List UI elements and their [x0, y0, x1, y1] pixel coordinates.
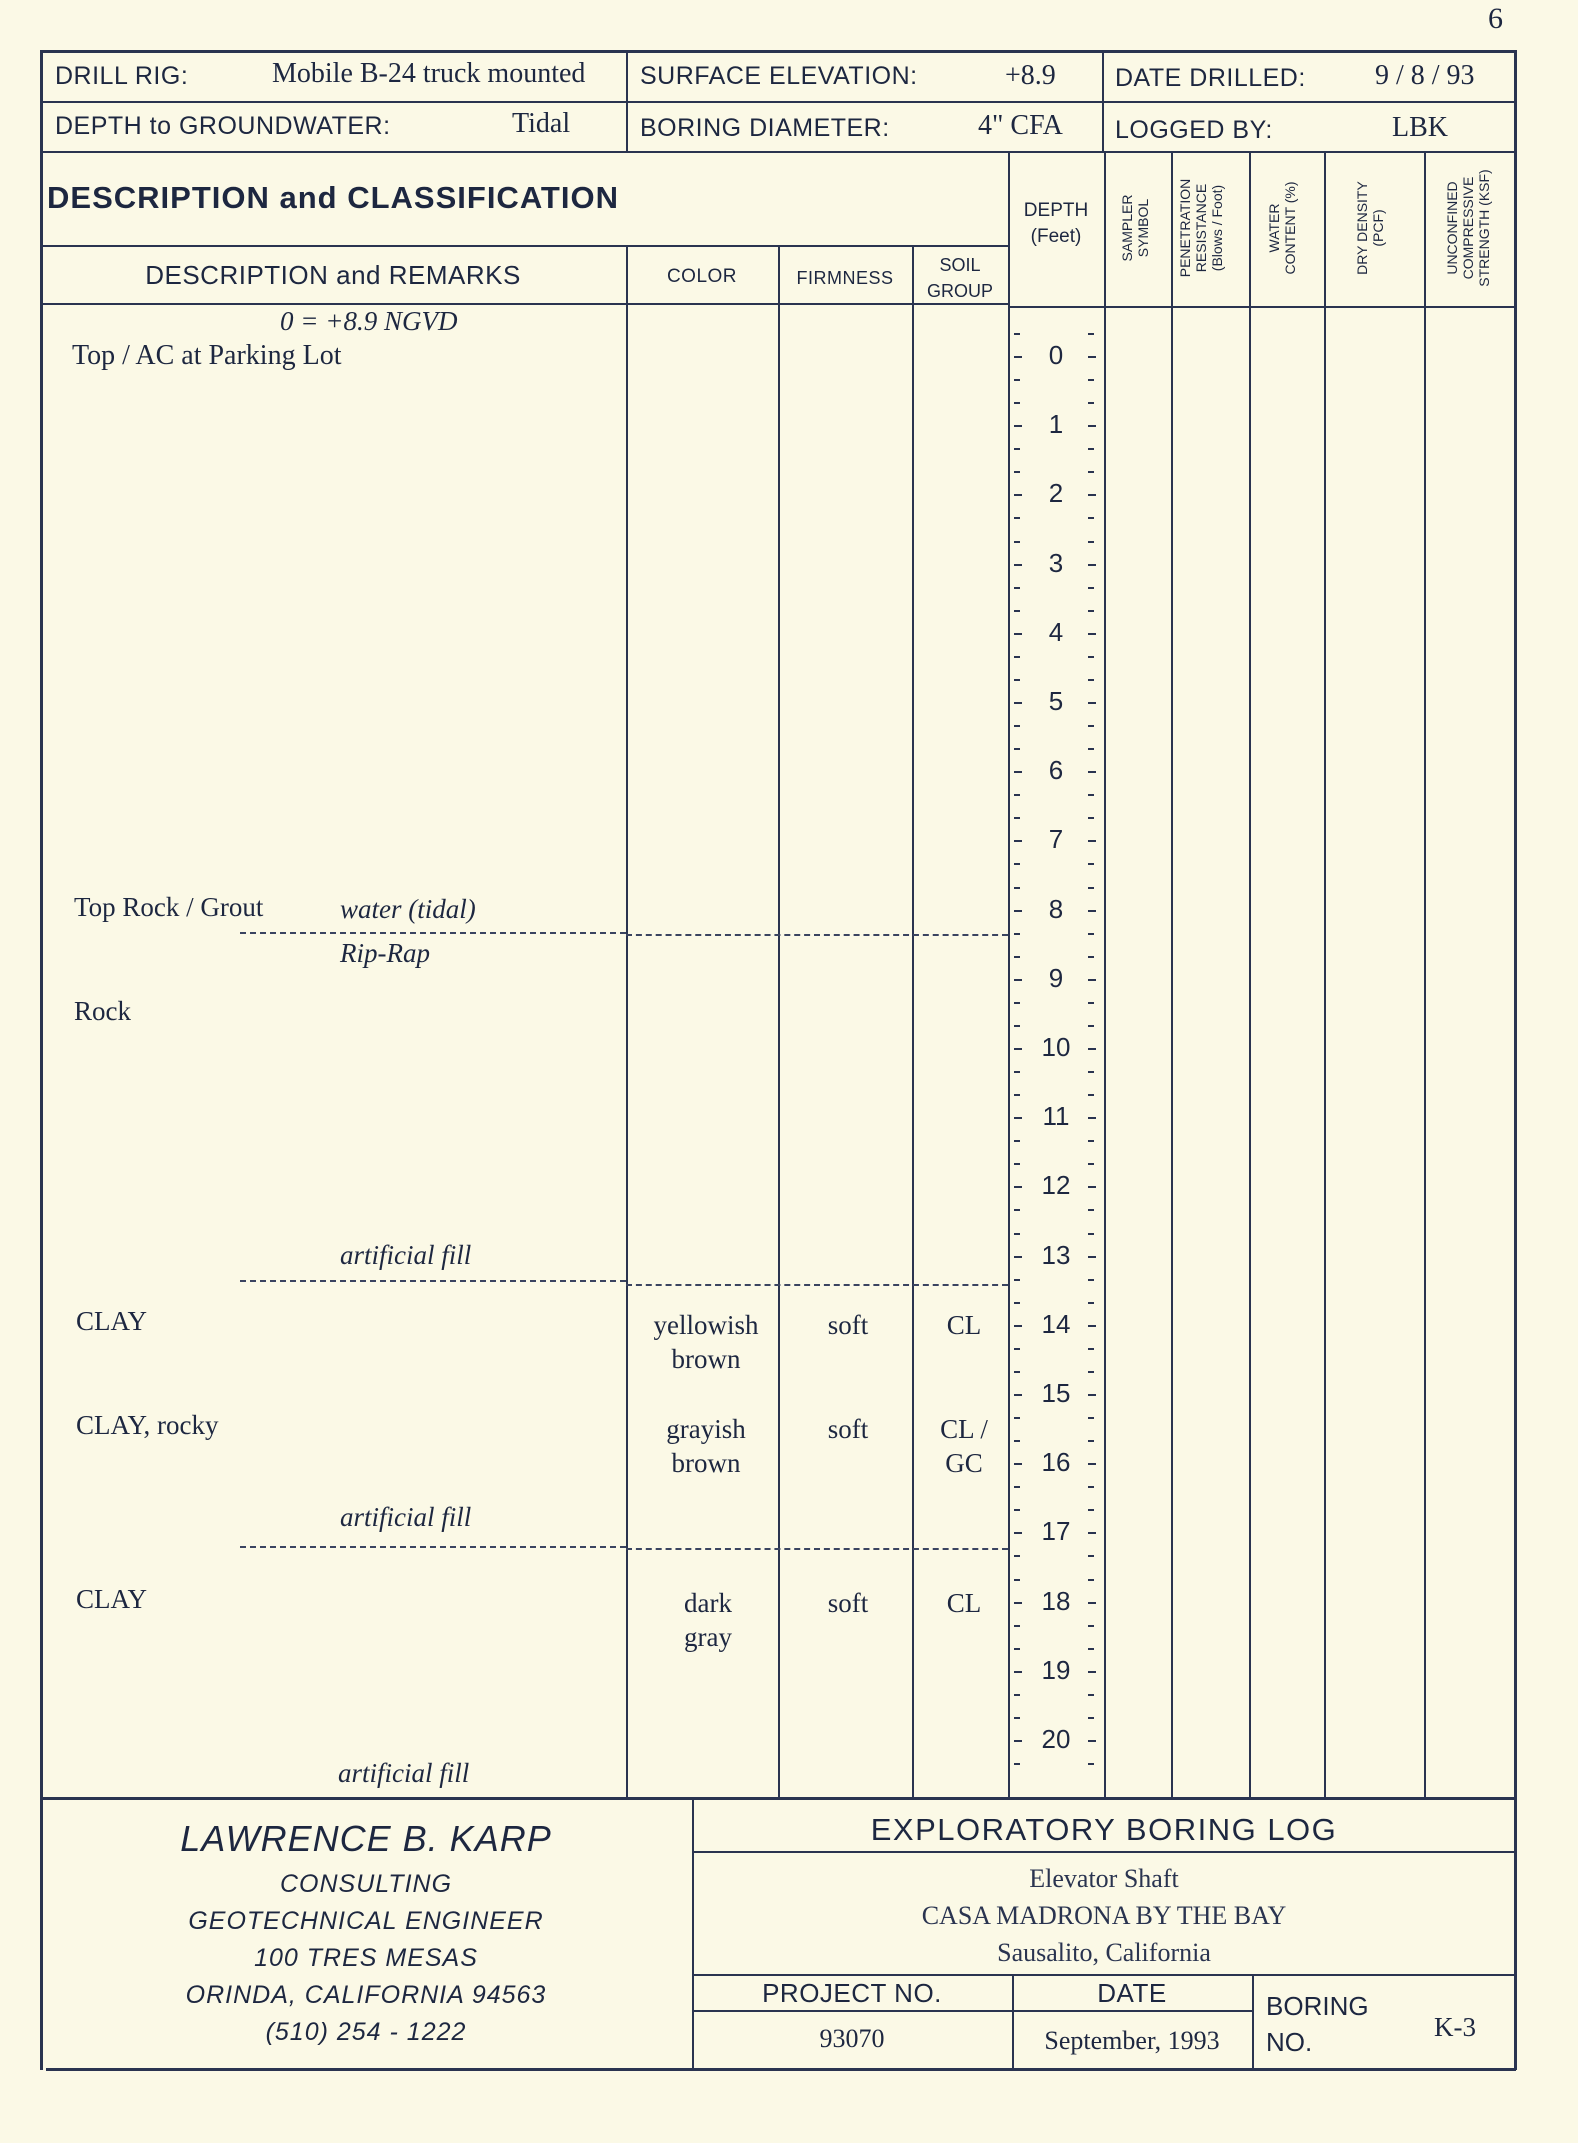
- clay-3-soil-group: CL: [946, 1588, 982, 1618]
- depth-tick-mark: [1088, 1463, 1096, 1465]
- project-no-value: 93070: [819, 2024, 885, 2053]
- column-header-sampler-symbol: SAMPLER SYMBOL: [1119, 194, 1151, 262]
- column-header-soil-group: SOIL GROUP: [926, 255, 993, 301]
- depth-minor-tick: [1088, 1417, 1094, 1419]
- depth-tick-label: 18: [1041, 1585, 1071, 1616]
- water-tidal-note: water (tidal): [340, 894, 476, 924]
- depth-tick-label: 12: [1041, 1170, 1071, 1201]
- clay-3-color: dark gray: [684, 1588, 732, 1652]
- depth-minor-tick: [1014, 1025, 1020, 1027]
- depth-minor-tick: [1014, 610, 1020, 612]
- depth-minor-tick: [1014, 587, 1020, 589]
- depth-tick-mark: [1088, 1532, 1096, 1534]
- column-header-color: COLOR: [666, 266, 738, 287]
- depth-minor-tick: [1088, 517, 1094, 519]
- depth-tick-mark: [1088, 494, 1096, 496]
- depth-minor-tick: [1014, 1209, 1020, 1211]
- column-header-depth: DEPTH (Feet): [1023, 200, 1089, 247]
- depth-minor-tick: [1014, 794, 1020, 796]
- datum-note: 0 = +8.9 NGVD: [280, 306, 458, 336]
- company-address-block: CONSULTING GEOTECHNICAL ENGINEER 100 TRES MESAS ORINDA, CALIFORNIA 94563 (510) 254 - 1222: [185, 1870, 547, 2046]
- depth-minor-tick: [1088, 1002, 1094, 1004]
- column-header-penetration-resistance: PENETRATION RESISTANCE (Blows / Foot): [1177, 178, 1225, 278]
- boring-no-value: K-3: [1434, 2012, 1476, 2042]
- depth-minor-tick: [1014, 1509, 1020, 1511]
- depth-minor-tick: [1014, 402, 1020, 404]
- fill-note-1: artificial fill: [340, 1240, 472, 1270]
- logged-by-label: LOGGED BY:: [1115, 116, 1273, 144]
- depth-minor-tick: [1088, 1371, 1094, 1373]
- depth-minor-tick: [1014, 471, 1020, 473]
- depth-minor-tick: [1088, 541, 1094, 543]
- layer-boundary-8ft: [240, 932, 626, 934]
- depth-minor-tick: [1014, 863, 1020, 865]
- column-header-water-content: WATER CONTENT (%): [1266, 181, 1298, 275]
- depth-minor-tick: [1088, 379, 1094, 381]
- depth-tick-mark: [1088, 1671, 1096, 1673]
- depth-minor-tick: [1014, 679, 1020, 681]
- depth-tick-label: 4: [1048, 616, 1064, 647]
- depth-minor-tick: [1088, 1025, 1094, 1027]
- depth-tick-mark: [1088, 979, 1096, 981]
- depth-minor-tick: [1014, 1371, 1020, 1373]
- depth-tick-label: 19: [1041, 1654, 1071, 1685]
- depth-minor-tick: [1014, 817, 1020, 819]
- depth-minor-tick: [1088, 679, 1094, 681]
- clay-1-firmness: soft: [827, 1310, 869, 1340]
- depth-tick-mark: [1014, 1394, 1022, 1396]
- drill-rig-label: DRILL RIG:: [55, 62, 189, 90]
- fill-note-2: artificial fill: [340, 1502, 472, 1532]
- depth-minor-tick: [1014, 1625, 1020, 1627]
- depth-tick-label: 13: [1041, 1239, 1071, 1270]
- depth-minor-tick: [1014, 1279, 1020, 1281]
- depth-minor-tick: [1088, 1555, 1094, 1557]
- depth-minor-tick: [1088, 1209, 1094, 1211]
- boring-diameter-value: 4" CFA: [978, 110, 1063, 141]
- depth-tick-mark: [1088, 1117, 1096, 1119]
- depth-minor-tick: [1088, 1625, 1094, 1627]
- clay-1-color: yellowish brown: [653, 1310, 759, 1374]
- depth-minor-tick: [1088, 1694, 1094, 1696]
- date-value: September, 1993: [1044, 2026, 1220, 2055]
- project-description: Elevator Shaft CASA MADRONA BY THE BAY Sausalito, California: [921, 1864, 1287, 1967]
- depth-tick-mark: [1088, 356, 1096, 358]
- depth-minor-tick: [1088, 1509, 1094, 1511]
- depth-tick-label: 9: [1048, 962, 1064, 993]
- depth-minor-tick: [1014, 933, 1020, 935]
- depth-tick-label: 10: [1041, 1032, 1071, 1062]
- depth-minor-tick: [1088, 610, 1094, 612]
- depth-tick-label: 5: [1048, 686, 1064, 716]
- depth-tick-mark: [1014, 1671, 1022, 1673]
- depth-minor-tick: [1088, 333, 1094, 335]
- depth-tick-label: 0: [1048, 340, 1064, 370]
- date-label: DATE: [1097, 1978, 1167, 2008]
- depth-minor-tick: [1014, 1140, 1020, 1142]
- depth-minor-tick: [1014, 1302, 1020, 1304]
- depth-minor-tick: [1014, 1071, 1020, 1073]
- depth-minor-tick: [1088, 402, 1094, 404]
- layer-rock: Rock: [74, 996, 131, 1026]
- depth-minor-tick: [1088, 1717, 1094, 1719]
- depth-tick-mark: [1088, 425, 1096, 427]
- depth-minor-tick: [1088, 1071, 1094, 1073]
- depth-minor-tick: [1014, 1579, 1020, 1581]
- depth-tick-mark: [1014, 979, 1022, 981]
- column-header-description: DESCRIPTION and REMARKS: [145, 260, 521, 290]
- depth-minor-tick: [1014, 1233, 1020, 1235]
- boring-diameter-label: BORING DIAMETER:: [640, 114, 890, 142]
- depth-minor-tick: [1088, 956, 1094, 958]
- clay-2-firmness: soft: [827, 1414, 869, 1444]
- depth-minor-tick: [1014, 333, 1020, 335]
- layer-boundary-13ft: [240, 1280, 626, 1282]
- page-number: 6: [1488, 2, 1503, 35]
- depth-minor-tick: [1088, 748, 1094, 750]
- depth-tick-mark: [1014, 840, 1022, 842]
- fill-note-3: artificial fill: [338, 1758, 470, 1788]
- depth-tick-mark: [1088, 910, 1096, 912]
- depth-minor-tick: [1014, 517, 1020, 519]
- date-drilled-label: DATE DRILLED:: [1115, 64, 1306, 92]
- depth-minor-tick: [1088, 933, 1094, 935]
- depth-tick-label: 3: [1048, 547, 1064, 578]
- depth-tick-mark: [1088, 1186, 1096, 1188]
- clay-2-soil-group: CL / GC: [940, 1414, 988, 1478]
- depth-tick-mark: [1014, 564, 1022, 566]
- boring-no-label: BORING NO.: [1266, 1991, 1369, 2057]
- clay-2-color: grayish brown: [666, 1414, 746, 1478]
- depth-tick-label: 7: [1048, 824, 1064, 855]
- depth-minor-tick: [1014, 1763, 1020, 1765]
- depth-tick-label: 16: [1041, 1447, 1071, 1478]
- column-header-dry-density: DRY DENSITY (PCF): [1354, 181, 1386, 275]
- depth-tick-mark: [1014, 1740, 1022, 1742]
- layer-boundary-8ft-right: [626, 934, 1008, 936]
- depth-minor-tick: [1088, 1579, 1094, 1581]
- depth-minor-tick: [1014, 1648, 1020, 1650]
- log-title: EXPLORATORY BORING LOG: [870, 1812, 1338, 1847]
- depth-tick-mark: [1014, 1048, 1022, 1050]
- depth-minor-tick: [1088, 887, 1094, 889]
- depth-tick-mark: [1014, 1256, 1022, 1258]
- depth-minor-tick: [1088, 817, 1094, 819]
- depth-tick-mark: [1088, 1602, 1096, 1604]
- layer-boundary-17ft: [240, 1546, 626, 1548]
- depth-tick-mark: [1088, 633, 1096, 635]
- depth-tick-mark: [1014, 1117, 1022, 1119]
- depth-tick-mark: [1014, 494, 1022, 496]
- depth-to-groundwater-label: DEPTH to GROUNDWATER:: [55, 112, 391, 140]
- depth-minor-tick: [1014, 1094, 1020, 1096]
- column-header-firmness: FIRMNESS: [796, 268, 894, 288]
- depth-minor-tick: [1014, 1486, 1020, 1488]
- rip-rap-note: Rip-Rap: [340, 938, 430, 968]
- layer-top-ac: Top / AC at Parking Lot: [72, 340, 342, 371]
- depth-tick-label: 1: [1048, 409, 1064, 440]
- depth-minor-tick: [1088, 1302, 1094, 1304]
- depth-minor-tick: [1088, 725, 1094, 727]
- date-drilled-value: 9 / 8 / 93: [1375, 60, 1475, 91]
- depth-tick-label: 20: [1041, 1724, 1071, 1754]
- depth-minor-tick: [1088, 1648, 1094, 1650]
- depth-tick-mark: [1088, 702, 1096, 704]
- depth-tick-label: 2: [1048, 478, 1064, 509]
- clay-1-soil-group: CL: [946, 1310, 982, 1340]
- depth-minor-tick: [1014, 1002, 1020, 1004]
- layer-clay-rocky: CLAY, rocky: [76, 1410, 219, 1440]
- surface-elevation-value: +8.9: [1005, 60, 1056, 91]
- depth-minor-tick: [1088, 1094, 1094, 1096]
- drill-rig-value: Mobile B-24 truck mounted: [272, 58, 586, 89]
- depth-tick-mark: [1088, 840, 1096, 842]
- company-name: LAWRENCE B. KARP: [180, 1818, 552, 1859]
- depth-minor-tick: [1014, 1348, 1020, 1350]
- depth-tick-mark: [1014, 1532, 1022, 1534]
- depth-minor-tick: [1088, 1440, 1094, 1442]
- depth-tick-mark: [1014, 356, 1022, 358]
- depth-minor-tick: [1014, 956, 1020, 958]
- depth-minor-tick: [1088, 471, 1094, 473]
- depth-minor-tick: [1088, 1163, 1094, 1165]
- depth-minor-tick: [1014, 887, 1020, 889]
- depth-tick-label: 6: [1048, 755, 1064, 786]
- depth-tick-mark: [1088, 1394, 1096, 1396]
- depth-minor-tick: [1014, 1163, 1020, 1165]
- depth-minor-tick: [1014, 1555, 1020, 1557]
- depth-tick-label: 14: [1041, 1308, 1071, 1339]
- depth-tick-label: 8: [1048, 893, 1064, 924]
- layer-clay-3: CLAY: [76, 1584, 148, 1614]
- layer-boundary-17ft-right: [626, 1548, 1008, 1550]
- depth-minor-tick: [1014, 748, 1020, 750]
- depth-tick-mark: [1088, 1048, 1096, 1050]
- clay-3-firmness: soft: [827, 1588, 869, 1618]
- depth-minor-tick: [1014, 448, 1020, 450]
- depth-tick-mark: [1088, 1325, 1096, 1327]
- depth-minor-tick: [1088, 1763, 1094, 1765]
- depth-tick-mark: [1014, 702, 1022, 704]
- depth-tick-mark: [1088, 564, 1096, 566]
- logged-by-value: LBK: [1392, 112, 1448, 143]
- depth-to-groundwater-value: Tidal: [512, 108, 571, 139]
- depth-tick-mark: [1014, 771, 1022, 773]
- depth-minor-tick: [1088, 1233, 1094, 1235]
- column-header-unconfined-compressive-strength: UNCONFINED COMPRESSIVE STRENGTH (KSF): [1444, 169, 1492, 287]
- depth-minor-tick: [1088, 1348, 1094, 1350]
- depth-minor-tick: [1014, 541, 1020, 543]
- section-title: DESCRIPTION and CLASSIFICATION: [47, 180, 619, 215]
- depth-minor-tick: [1088, 794, 1094, 796]
- depth-minor-tick: [1014, 1717, 1020, 1719]
- depth-minor-tick: [1014, 1694, 1020, 1696]
- layer-boundary-13ft-right: [626, 1284, 1008, 1286]
- surface-elevation-label: SURFACE ELEVATION:: [640, 62, 918, 90]
- depth-minor-tick: [1088, 448, 1094, 450]
- depth-tick-label: 11: [1042, 1101, 1070, 1132]
- layer-top-rock-grout: Top Rock / Grout: [74, 892, 264, 922]
- depth-minor-tick: [1014, 379, 1020, 381]
- depth-minor-tick: [1014, 656, 1020, 658]
- depth-minor-tick: [1088, 656, 1094, 658]
- depth-minor-tick: [1088, 1279, 1094, 1281]
- layer-clay-1: CLAY: [76, 1306, 148, 1336]
- depth-minor-tick: [1014, 725, 1020, 727]
- depth-tick-mark: [1014, 425, 1022, 427]
- depth-minor-tick: [1088, 863, 1094, 865]
- depth-tick-mark: [1088, 1740, 1096, 1742]
- depth-minor-tick: [1088, 1486, 1094, 1488]
- depth-tick-mark: [1088, 1256, 1096, 1258]
- depth-tick-label: 15: [1041, 1378, 1071, 1408]
- project-no-label: PROJECT NO.: [762, 1978, 942, 2008]
- depth-tick-mark: [1014, 910, 1022, 912]
- depth-minor-tick: [1088, 1140, 1094, 1142]
- depth-tick-mark: [1088, 771, 1096, 773]
- depth-tick-label: 17: [1041, 1516, 1071, 1547]
- depth-tick-mark: [1014, 633, 1022, 635]
- depth-minor-tick: [1088, 587, 1094, 589]
- depth-tick-mark: [1014, 1186, 1022, 1188]
